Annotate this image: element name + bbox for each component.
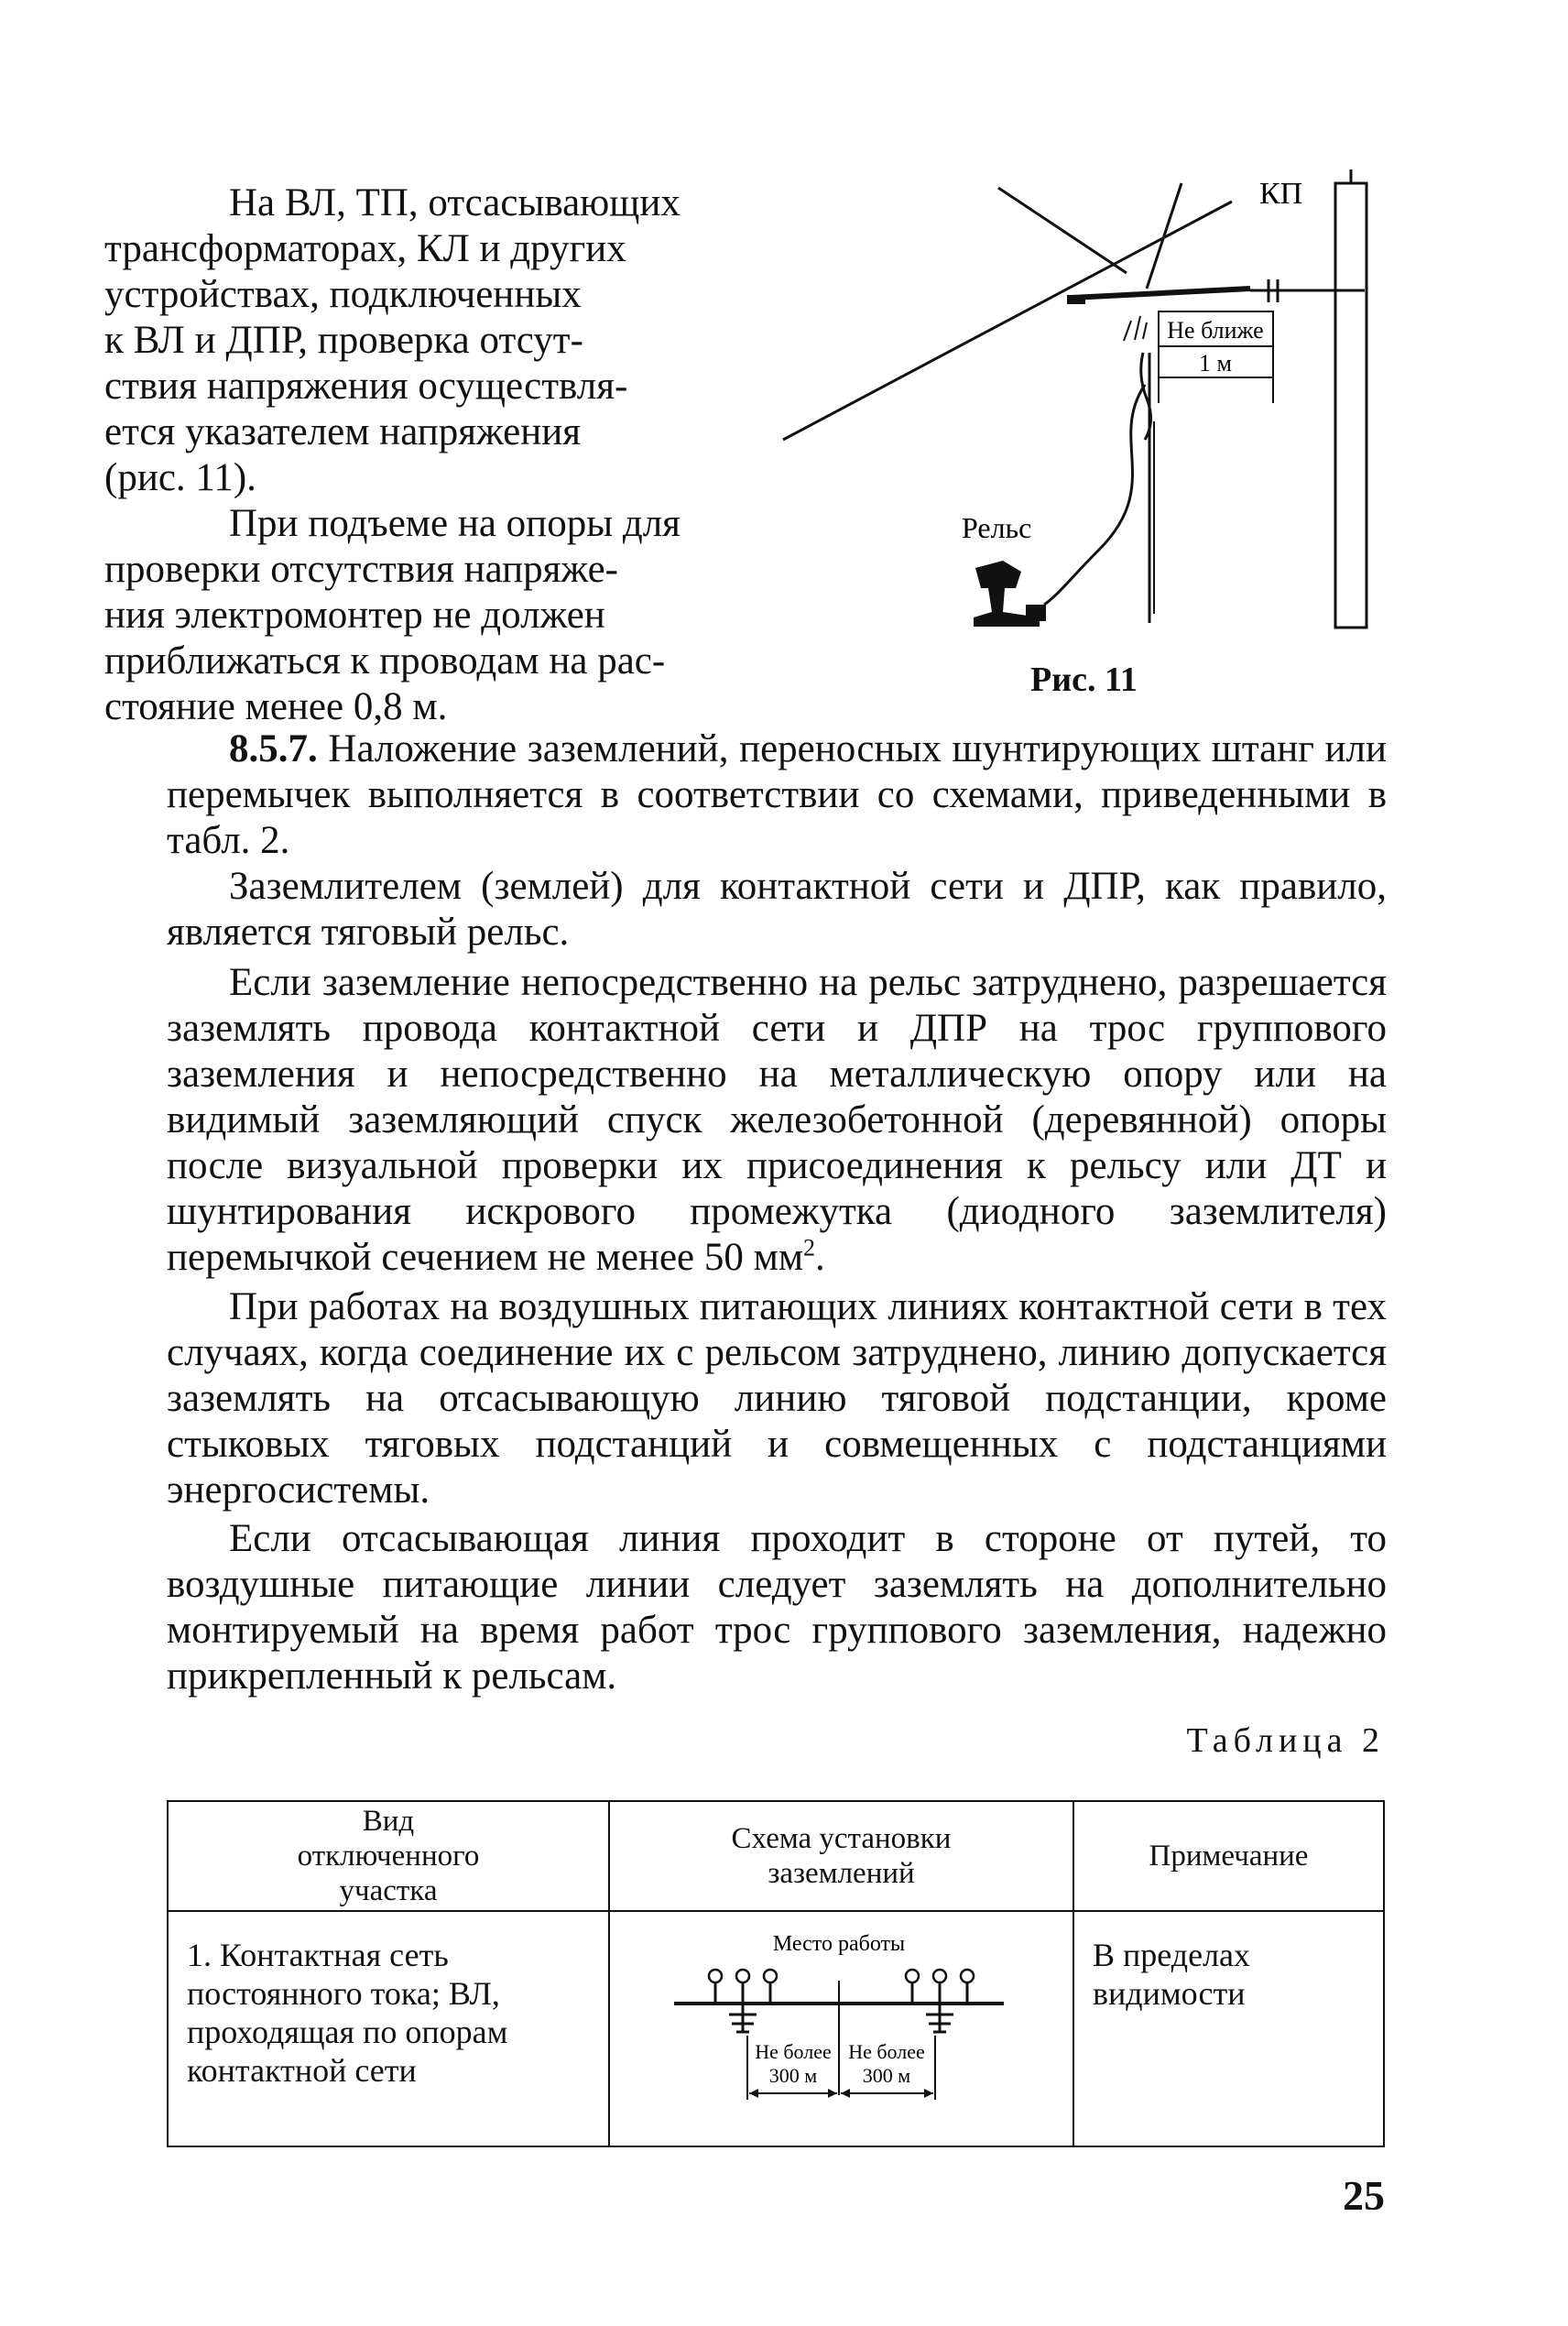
climb-paragraph [104, 501, 753, 730]
table-cell: 1. Контактная сеть постоянного тока; ВЛ, проходящая по опорам контактной сети [168, 1911, 609, 2146]
intro-line: к ВЛ и ДПР, проверка отсут- [104, 319, 583, 362]
table-cell-note: В пределах видимости [1073, 1911, 1384, 2146]
header-cell [1073, 1801, 1384, 1911]
section-text: Наложение заземлений, переносных шунтирующих штанг или перемычек выполняется в соответствии со схемами, приведенными в табл. 2. [167, 727, 1387, 862]
intro-paragraph [104, 180, 753, 501]
table-title: Таблица 2 [1186, 1721, 1385, 1760]
superscript: 2 [803, 1234, 816, 1261]
climb-line: проверки отсутствия напряже- [104, 548, 618, 591]
header-text: Примечание [1149, 1840, 1309, 1873]
rail-label: Рельс [962, 511, 1032, 544]
intro-line: устройствах, подключенных [104, 273, 582, 316]
grounding-scheme-diagram [610, 1912, 1073, 2141]
intro-line: На ВЛ, ТП, отсасывающих [229, 181, 681, 224]
left-grounding-group [709, 1970, 777, 2032]
table-header-row [168, 1801, 1384, 1911]
distance-label-2: 1 м [1199, 350, 1232, 377]
page-number: 25 [1343, 2172, 1385, 2219]
header-text: Вид отключенного участка [297, 1805, 480, 1907]
right-distance-2: 300 м [862, 2064, 911, 2087]
grounding-table [167, 1800, 1385, 2147]
period: . [815, 1236, 825, 1279]
left-distance-1: Не более [755, 2040, 832, 2063]
figure-11-diagram [779, 165, 1401, 650]
header-cell [609, 1801, 1073, 1911]
left-distance-2: 300 м [768, 2064, 818, 2087]
distance-label-1: Не ближе [1167, 317, 1264, 344]
figure-caption: Рис. 11 [1030, 661, 1138, 699]
scheme-title: Место работы [772, 1932, 906, 1956]
paragraph-feeding-lines: При работах на воздушных питающих линиях контактной сети в тех случаях, когда соединение их с рельсом затруднено, линию допускается заземлять на отсасывающую линию тяговой подстанции, кроме стыковых тяговых подстанций и совмещенных с подстанциями энергосистемы. [167, 1285, 1387, 1512]
section-paragraph [167, 726, 1387, 864]
intro-line: трансформаторах, КЛ и других [104, 227, 626, 270]
header-cell [168, 1801, 609, 1911]
climb-line: При подъеме на опоры для [229, 502, 681, 545]
right-distance-1: Не более [848, 2040, 925, 2063]
section-number: 8.5.7. [229, 727, 318, 770]
paragraph-rail-difficult [167, 960, 1387, 1281]
climb-line: приближаться к проводам на рас- [104, 639, 666, 683]
climb-line: стояние менее 0,8 м. [104, 685, 448, 728]
intro-line: ствия напряжения осуществля- [104, 365, 628, 408]
table-row [168, 1911, 1384, 2146]
right-grounding-group [906, 1970, 974, 2032]
table-cell-scheme [609, 1911, 1073, 2146]
paragraph-grounding: Заземлителем (землей) для контактной сети и ДПР, как правило, является тяговый рельс. [167, 865, 1387, 954]
paragraph-rail-difficult-text: Если заземление непосредственно на рельс затруднено, разрешается заземлять провода контактной сети и ДПР на трос группового заземления и непосредственно на металлическую опору или на видимый заземляющий спуск железобетонной (деревянной) опоры после визуальной проверки их присоединения к рельсу или ДТ и шунтирования искрового промежутка (диодного заземлителя) перемычкой сечением не менее 50 мм [167, 961, 1387, 1279]
paragraph-suction-line: Если отсасывающая линия проходит в стороне от путей, то воздушные питающие линии следует заземлять на дополнительно монтируемый на время работ трос группового заземления, надежно прикрепленный к рельсам. [167, 1517, 1387, 1698]
intro-line: ется указателем напряжения [104, 410, 582, 453]
climb-line: ния электромонтер не должен [104, 594, 605, 637]
header-text: Схема установки заземлений [731, 1822, 952, 1890]
intro-line: (рис. 11). [104, 456, 256, 499]
kp-label: КП [1259, 177, 1303, 211]
